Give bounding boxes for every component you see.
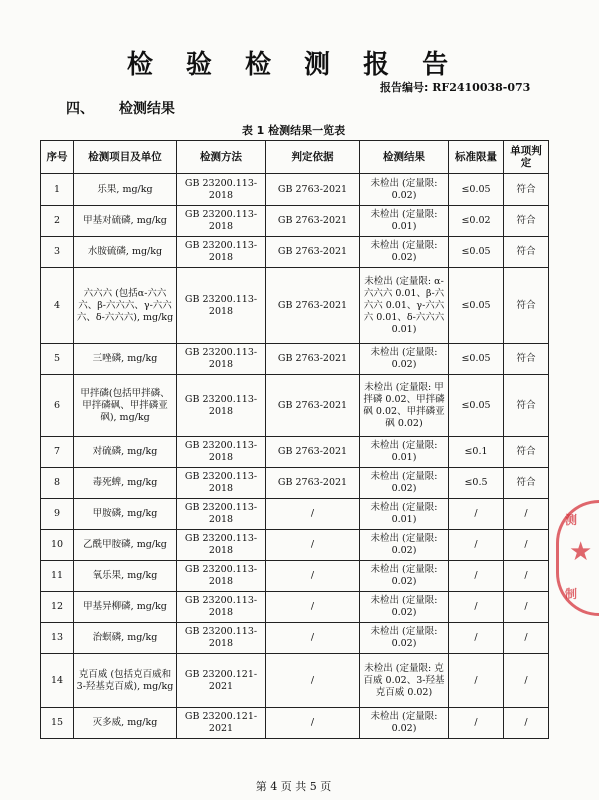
cell-result: 未检出 (定量限: 0.02) [360, 468, 449, 499]
cell-limit: ≤0.02 [449, 206, 504, 237]
cell-item: 对硫磷, mg/kg [74, 437, 177, 468]
stamp-text-top: 测 [565, 513, 578, 527]
cell-judgment: / [504, 623, 549, 654]
cell-judgment: 符合 [504, 437, 549, 468]
cell-judgment: 符合 [504, 468, 549, 499]
cell-method: GB 23200.113-2018 [177, 206, 266, 237]
cell-basis: / [266, 592, 360, 623]
cell-basis: GB 2763-2021 [266, 437, 360, 468]
cell-judgment: / [504, 592, 549, 623]
table-caption: 表 1 检测结果一览表 [241, 124, 346, 137]
cell-limit: ≤0.05 [449, 268, 504, 344]
cell-method: GB 23200.113-2018 [177, 530, 266, 561]
table-row [41, 174, 549, 206]
cell-result: 未检出 (定量限: 甲拌磷 0.02、甲拌磷砜 0.02、甲拌磷亚砜 0.02) [360, 375, 449, 437]
cell-method: GB 23200.121-2021 [177, 708, 266, 739]
cell-limit: / [449, 561, 504, 592]
cell-result: 未检出 (定量限: 0.02) [360, 708, 449, 739]
cell-method: GB 23200.113-2018 [177, 623, 266, 654]
cell-no: 6 [41, 375, 74, 437]
cell-item: 治螟磷, mg/kg [74, 623, 177, 654]
cell-basis: GB 2763-2021 [266, 468, 360, 499]
cell-result: 未检出 (定量限: 0.02) [360, 623, 449, 654]
cell-item: 六六六 (包括α-六六六、β-六六六、γ-六六六、δ-六六六), mg/kg [74, 268, 177, 344]
cell-basis: / [266, 561, 360, 592]
cell-method: GB 23200.113-2018 [177, 468, 266, 499]
table-header-row [41, 141, 549, 174]
cell-method: GB 23200.113-2018 [177, 237, 266, 268]
cell-judgment: 符合 [504, 174, 549, 206]
cell-no: 15 [41, 708, 74, 739]
cell-basis: GB 2763-2021 [266, 375, 360, 437]
cell-item: 乐果, mg/kg [74, 174, 177, 206]
cell-limit: / [449, 499, 504, 530]
stamp-text-bottom: 制 [565, 587, 578, 601]
cell-no: 2 [41, 206, 74, 237]
cell-result: 未检出 (定量限: 0.01) [360, 499, 449, 530]
table-row [41, 592, 549, 623]
cell-basis: / [266, 530, 360, 561]
cell-item: 克百威 (包括克百威和 3-羟基克百威), mg/kg [74, 654, 177, 708]
header-basis: 判定依据 [266, 141, 360, 174]
cell-result: 未检出 (定量限: 0.01) [360, 437, 449, 468]
cell-judgment: 符合 [504, 206, 549, 237]
cell-basis: GB 2763-2021 [266, 237, 360, 268]
cell-method: GB 23200.113-2018 [177, 499, 266, 530]
header-item: 检测项目及单位 [74, 141, 177, 174]
cell-method: GB 23200.113-2018 [177, 561, 266, 592]
header-limit: 标准限量 [449, 141, 504, 174]
cell-item: 水胺硫磷, mg/kg [74, 237, 177, 268]
table-row [41, 206, 549, 237]
report-number-value: RF2410038-073 [432, 81, 531, 94]
red-seal-stamp [556, 500, 599, 616]
cell-result: 未检出 (定量限: 0.02) [360, 237, 449, 268]
cell-limit: ≤0.1 [449, 437, 504, 468]
cell-limit: / [449, 708, 504, 739]
cell-result: 未检出 (定量限: 克百威 0.02、3-羟基克百威 0.02) [360, 654, 449, 708]
results-table [40, 140, 549, 739]
cell-limit: / [449, 592, 504, 623]
table-row [41, 561, 549, 592]
cell-item: 甲基异柳磷, mg/kg [74, 592, 177, 623]
table-row [41, 375, 549, 437]
header-judgment: 单项判定 [504, 141, 549, 174]
cell-item: 氧乐果, mg/kg [74, 561, 177, 592]
cell-judgment: / [504, 499, 549, 530]
cell-result: 未检出 (定量限: 0.02) [360, 174, 449, 206]
table-row [41, 499, 549, 530]
cell-no: 4 [41, 268, 74, 344]
cell-judgment: 符合 [504, 375, 549, 437]
cell-result: 未检出 (定量限: 0.02) [360, 344, 449, 375]
cell-item: 乙酰甲胺磷, mg/kg [74, 530, 177, 561]
table-row [41, 344, 549, 375]
cell-result: 未检出 (定量限: 0.02) [360, 530, 449, 561]
cell-result: 未检出 (定量限: 0.02) [360, 561, 449, 592]
cell-basis: / [266, 499, 360, 530]
cell-basis: / [266, 654, 360, 708]
table-row [41, 654, 549, 708]
cell-result: 未检出 (定量限: 0.02) [360, 592, 449, 623]
cell-no: 10 [41, 530, 74, 561]
report-number-label: 报告编号: [380, 81, 429, 94]
header-method: 检测方法 [177, 141, 266, 174]
cell-item: 毒死蜱, mg/kg [74, 468, 177, 499]
cell-basis: GB 2763-2021 [266, 344, 360, 375]
cell-result: 未检出 (定量限: 0.01) [360, 206, 449, 237]
table-row [41, 623, 549, 654]
cell-judgment: / [504, 654, 549, 708]
cell-limit: / [449, 623, 504, 654]
cell-limit: ≤0.05 [449, 174, 504, 206]
cell-item: 三唑磷, mg/kg [74, 344, 177, 375]
page-footer: 第 4 页 共 5 页 [255, 780, 332, 793]
report-title: 检 验 检 测 报 告 [126, 50, 461, 80]
section-heading [66, 98, 175, 118]
cell-item: 灭多威, mg/kg [74, 708, 177, 739]
section-title: 检测结果 [118, 101, 175, 117]
cell-result: 未检出 (定量限: α-六六六 0.01、β-六六六 0.01、γ-六六六 0.01、δ-六六六 0.01) [360, 268, 449, 344]
cell-method: GB 23200.113-2018 [177, 344, 266, 375]
table-row [41, 437, 549, 468]
cell-item: 甲基对硫磷, mg/kg [74, 206, 177, 237]
cell-method: GB 23200.113-2018 [177, 174, 266, 206]
cell-limit: ≤0.05 [449, 237, 504, 268]
section-number: 四、 [66, 101, 94, 117]
cell-basis: GB 2763-2021 [266, 206, 360, 237]
cell-basis: GB 2763-2021 [266, 174, 360, 206]
cell-limit: ≤0.05 [449, 375, 504, 437]
table-row [41, 237, 549, 268]
table-row [41, 708, 549, 739]
cell-item: 甲拌磷(包括甲拌磷、甲拌磷砜、甲拌磷亚砜), mg/kg [74, 375, 177, 437]
cell-no: 3 [41, 237, 74, 268]
cell-method: GB 23200.113-2018 [177, 437, 266, 468]
cell-no: 12 [41, 592, 74, 623]
header-result: 检测结果 [360, 141, 449, 174]
cell-method: GB 23200.113-2018 [177, 268, 266, 344]
cell-judgment: 符合 [504, 344, 549, 375]
cell-no: 11 [41, 561, 74, 592]
star-icon: ★ [569, 537, 593, 567]
cell-limit: ≤0.05 [449, 344, 504, 375]
cell-basis: / [266, 623, 360, 654]
report-number [380, 79, 530, 95]
cell-no: 13 [41, 623, 74, 654]
cell-basis: GB 2763-2021 [266, 268, 360, 344]
cell-method: GB 23200.121-2021 [177, 654, 266, 708]
cell-judgment: / [504, 530, 549, 561]
cell-judgment: / [504, 708, 549, 739]
cell-basis: / [266, 708, 360, 739]
table-row [41, 468, 549, 499]
cell-no: 9 [41, 499, 74, 530]
cell-no: 14 [41, 654, 74, 708]
cell-no: 7 [41, 437, 74, 468]
cell-method: GB 23200.113-2018 [177, 375, 266, 437]
cell-judgment: / [504, 561, 549, 592]
cell-item: 甲胺磷, mg/kg [74, 499, 177, 530]
cell-judgment: 符合 [504, 268, 549, 344]
cell-no: 8 [41, 468, 74, 499]
table-row [41, 268, 549, 344]
cell-judgment: 符合 [504, 237, 549, 268]
cell-no: 1 [41, 174, 74, 206]
cell-limit: ≤0.5 [449, 468, 504, 499]
cell-limit: / [449, 530, 504, 561]
cell-method: GB 23200.113-2018 [177, 592, 266, 623]
table-row [41, 530, 549, 561]
cell-limit: / [449, 654, 504, 708]
header-no: 序号 [41, 141, 74, 174]
cell-no: 5 [41, 344, 74, 375]
